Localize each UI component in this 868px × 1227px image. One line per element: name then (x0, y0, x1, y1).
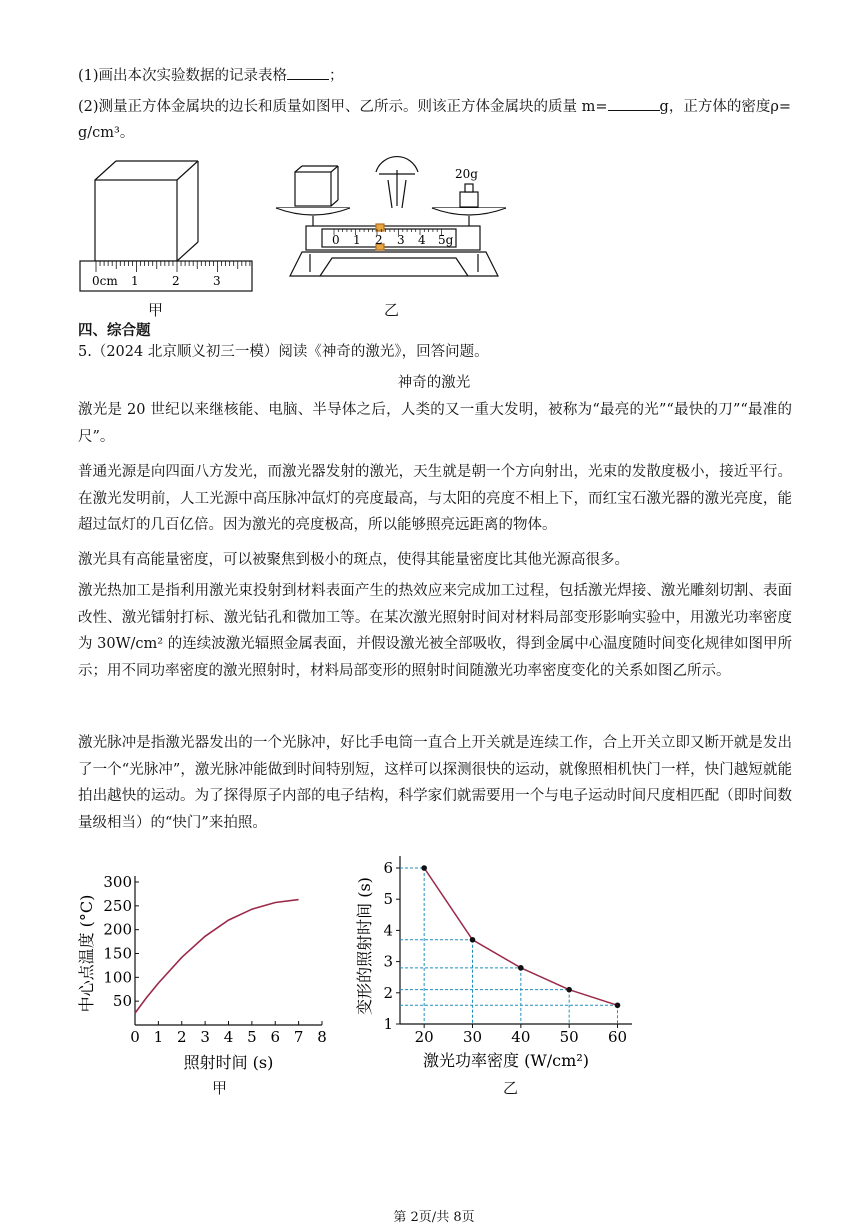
article-paragraph-5: 激光脉冲是指激光器发出的一个光脉冲，好比手电筒一直合上开关就是连续工作，合上开关立即又断开就是发出了一个“光脉冲”，激光脉冲能做到时间特别短，这样可以探测很快的运动，就像照相机快门一样，快门越短就能拍出越快的运动。为了探得原子内部的电子结构，科学家们就需要用一个与电子运动时间尺度相匹配（即时间数量级相当）的“快门”来拍照。 (78, 735, 792, 831)
y-tick-label: 5 (383, 890, 393, 909)
data-point (470, 937, 476, 943)
x-tick-label: 7 (293, 1028, 304, 1046)
x-tick-label: 40 (511, 1028, 531, 1046)
x-tick-label: 0 (130, 1028, 140, 1046)
caption-jia-top: 甲 (148, 301, 164, 319)
x-tick-label: 20 (414, 1028, 434, 1046)
data-point (566, 987, 572, 993)
x-tick-label: 60 (607, 1028, 628, 1046)
beam-label-3: 3 (397, 233, 405, 247)
beam-label-2: 2 (375, 233, 383, 247)
y-tick-label: 150 (103, 944, 132, 963)
y-tick-label: 100 (103, 968, 132, 987)
y-tick-label: 200 (103, 920, 132, 939)
data-point (518, 965, 524, 971)
y-axis-label: 变形的照射时间 (s) (355, 877, 374, 1015)
question-5: 5.（2024 北京顺义初三一模）阅读《神奇的激光》，回答问题。 (78, 344, 489, 360)
question-1 (78, 63, 344, 89)
page-footer: 第 2页/共 8页 (393, 1210, 475, 1225)
weight-20g (460, 192, 478, 207)
chart-deform-time (350, 848, 650, 1078)
ruler-label-3: 3 (213, 274, 221, 288)
beam-label-1: 1 (353, 233, 361, 247)
x-tick-label: 5 (247, 1028, 257, 1046)
y-tick-label: 1 (383, 1015, 393, 1033)
x-tick-label: 30 (462, 1028, 483, 1046)
q1-blank (287, 65, 329, 80)
q1-suffix: ； (329, 68, 344, 84)
article-title: 神奇的激光 (397, 375, 471, 391)
caption-jia-chart: 甲 (212, 1079, 228, 1097)
section-heading: 四、综合题 (78, 322, 151, 339)
chart-temperature (72, 860, 342, 1075)
ruler (80, 261, 252, 291)
beam-label-4: 4 (418, 233, 426, 247)
article-paragraph-3: 激光具有高能量密度，可以被聚焦到极小的斑点，使得其能量密度比其他光源高很多。 (78, 552, 629, 568)
article-paragraph-4: 激光热加工是指利用激光束投射到材料表面产生的热效应来完成加工过程，包括激光焊接、激光雕刻切割、表面改性、激光镭射打标、激光钻孔和微加工等。在某次激光照射时间对材料局部变形影响实验中，用激光功率密度为 30W/cm² 的连续波激光辐照金属表面，并假设激光被全部吸收，得到金属中心温度随时间变化规律如图甲所示；用不同功率密度的激光照射时，材料局部变形的照射时间随激光功率密度变化的关系如图乙所示。 (78, 583, 792, 679)
y-tick-label: 250 (103, 896, 132, 915)
q1-text: (1)画出本次实验数据的记录表格 (78, 68, 288, 84)
x-tick-label: 4 (223, 1028, 234, 1046)
weight-label: 20g (455, 167, 478, 181)
data-point (615, 1002, 621, 1008)
y-axis-label: 中心点温度 (°C) (77, 894, 96, 1013)
q2-mid: g，正方体的密度ρ= (659, 99, 792, 115)
x-axis-label: 照射时间 (s) (183, 1053, 274, 1072)
caption-yi-chart: 乙 (503, 1079, 519, 1097)
q2-unit: g/cm³。 (78, 125, 135, 141)
x-tick-label: 50 (559, 1028, 579, 1046)
y-tick-label: 4 (383, 921, 393, 940)
article-paragraph-2: 普通光源是向四面八方发光，而激光器发射的激光，天生就是朝一个方向射出，光束的发散度极小，接近平行。在激光发明前，人工光源中高压脉冲氙灯的亮度最高，与太阳的亮度不相上下，而红宝石激光器的激光亮度，能超过氙灯的几百亿倍。因为激光的亮度极高，所以能够照亮远距离的物体。 (78, 464, 792, 533)
caption-yi-top: 乙 (384, 301, 400, 319)
ruler-label-2: 2 (172, 274, 180, 288)
x-tick-label: 8 (317, 1028, 327, 1046)
q2-blank-mass (608, 96, 660, 111)
y-tick-label: 6 (383, 859, 393, 877)
ruler-label-1: 1 (131, 274, 139, 288)
q2-text: (2)测量正方体金属块的边长和质量如图甲、乙所示。则该正方体金属块的质量 m= (78, 99, 608, 115)
x-tick-label: 2 (176, 1028, 187, 1046)
data-point (421, 865, 427, 871)
y-tick-label: 300 (103, 873, 132, 891)
y-tick-label: 3 (383, 952, 393, 971)
x-tick-label: 3 (200, 1028, 210, 1046)
y-tick-label: 50 (112, 992, 132, 1011)
x-tick-label: 6 (270, 1028, 281, 1046)
cube-drawing (95, 161, 198, 261)
apparatus-figure (70, 150, 530, 325)
ruler-label-0: 0cm (92, 274, 118, 288)
article-paragraph-1: 激光是 20 世纪以来继核能、电脑、半导体之后，人类的又一重大发明，被称为“最亮的光”“最快的刀”“最准的尺”。 (78, 402, 792, 445)
temperature-curve (135, 900, 299, 1014)
y-tick-label: 2 (383, 983, 393, 1002)
metal-block (295, 172, 331, 206)
beam-label-5: 5g (438, 233, 454, 247)
beam-label-0: 0 (332, 233, 340, 247)
question-2 (78, 94, 791, 120)
x-axis-label: 激光功率密度 (W/cm²) (423, 1051, 589, 1070)
x-tick-label: 1 (153, 1028, 164, 1046)
